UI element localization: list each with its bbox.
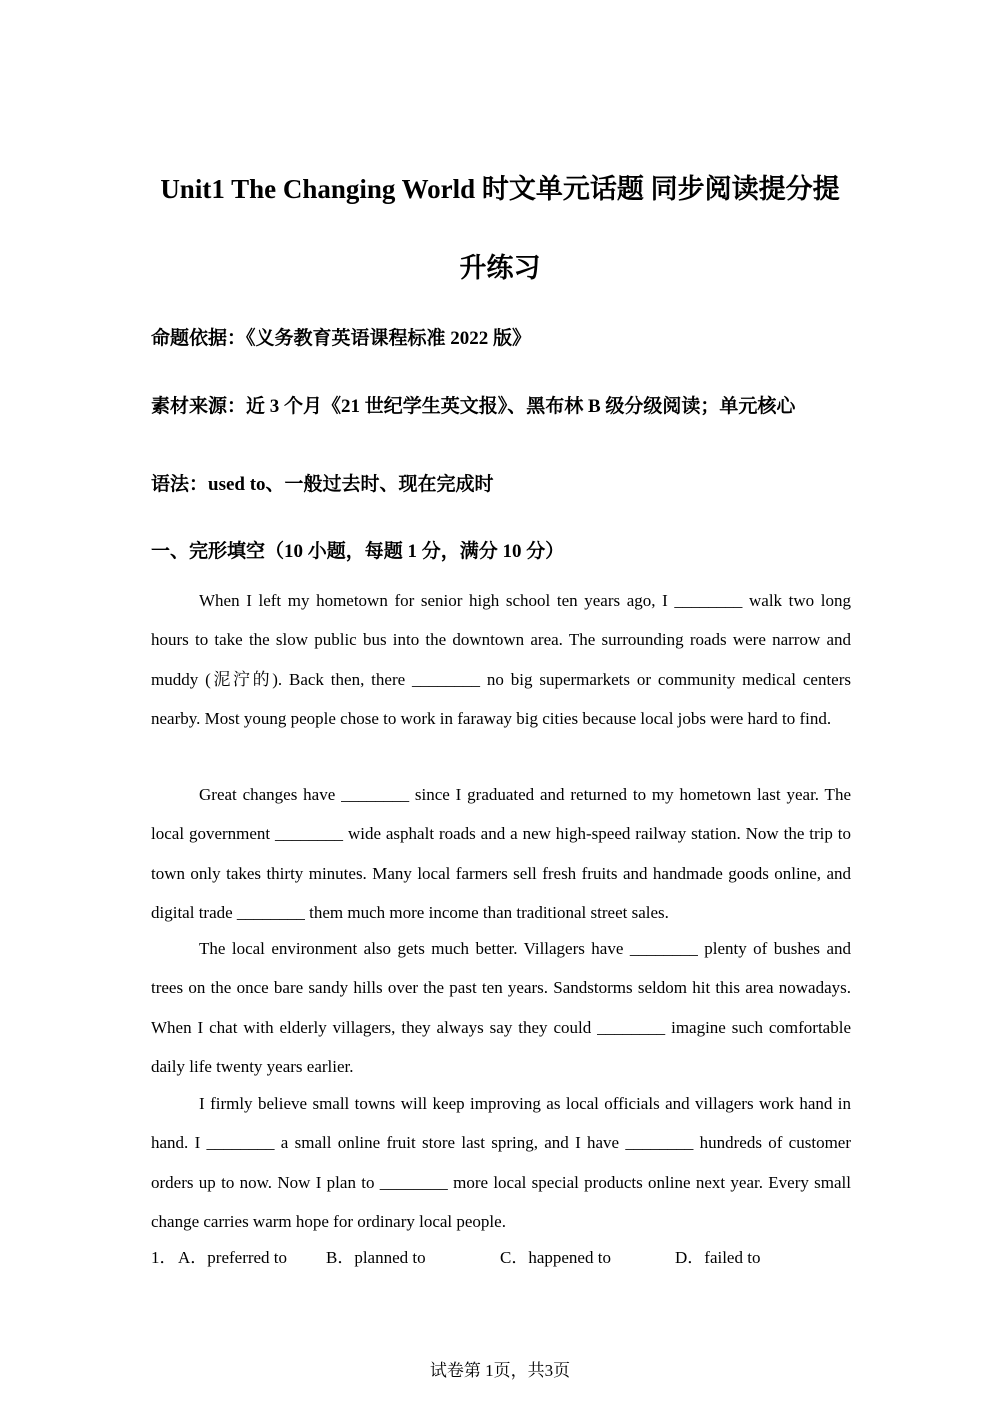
option-a: A．preferred to (178, 1248, 288, 1267)
passage-paragraph-4: I firmly believe small towns will keep improving as local officials and villagers work hand in hand. I ________ a small online fruit store last spring, and I have ________ hundreds of customer orders up to now. Now I plan to ________ more local special products online next year. Every small change carries warm hope for ordinary local people. (151, 1094, 851, 1231)
source-text: 素材来源：近 3 个月《21 世纪学生英文报》、黑布林 B 级分级阅读；单元核心 (151, 396, 796, 417)
passage-paragraph-1: When I left my hometown for senior high school ten years ago, I ________ walk two long hours to take the slow public bus into the downtown area. The surrounding roads were narrow and muddy (泥泞的). Back then, there ________ no big supermarkets or community medical centers nearby. Most young people chose to work in faraway big cities because local jobs were hard to find. (151, 591, 851, 728)
page-footer: 试卷第 1页，共3页 (429, 1361, 571, 1380)
option-c: C．happened to (500, 1248, 611, 1267)
basis-text: 命题依据：《义务教育英语课程标准 2022 版》 (151, 328, 532, 349)
document-title-line1: Unit1 The Changing World 时文单元话题 同步阅读提分提 (160, 174, 840, 204)
option-d: D．failed to (675, 1248, 761, 1267)
section-heading: 一、完形填空（10 小题，每题 1 分，满分 10 分） (151, 541, 565, 562)
option-b: B．planned to (326, 1248, 426, 1267)
passage-paragraph-3: The local environment also gets much better. Villagers have ________ plenty of bushes and trees on the once bare sandy hills over the past ten years. Sandstorms seldom hit this area nowadays. When I chat with elderly villagers, they always say they could ________ imagine such comfortable daily life twenty years earlier. (151, 939, 851, 1076)
grammar-text: 语法：used to、一般过去时、现在完成时 (151, 474, 494, 495)
document-title-line2: 升练习 (459, 253, 541, 283)
passage-paragraph-2: Great changes have ________ since I graduated and returned to my hometown last year. The local government ________ wide asphalt roads and a new high-speed railway station. Now the trip to town only takes thirty minutes. Many local farmers sell fresh fruits and handmade goods online, and digital trade ________ them much more income than traditional street sales. (151, 785, 851, 922)
question-number: 1． (151, 1248, 177, 1267)
